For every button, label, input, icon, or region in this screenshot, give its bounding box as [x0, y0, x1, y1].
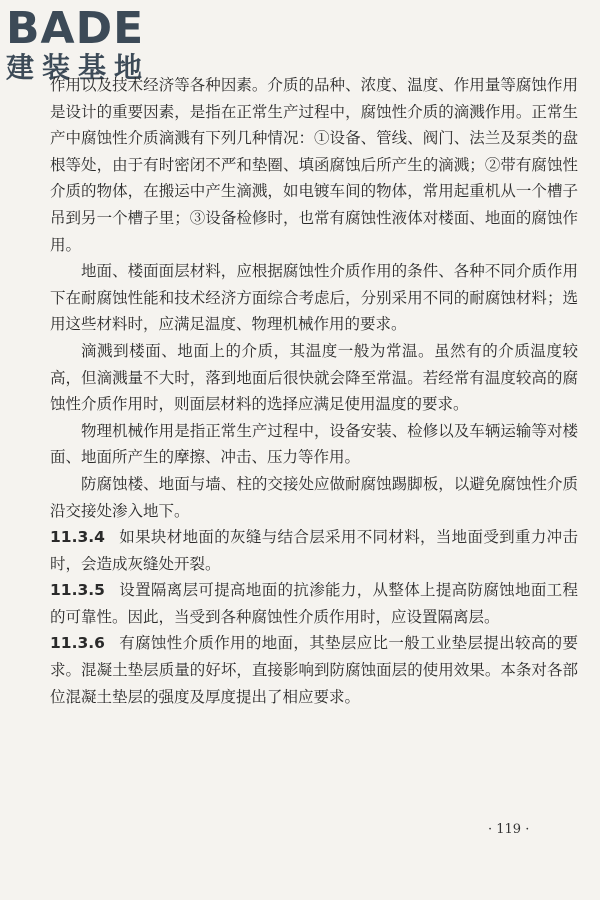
clause	[50, 630, 578, 710]
clause-number: 11.3.6	[50, 634, 105, 653]
paragraph: 地面、楼面面层材料，应根据腐蚀性介质作用的条件、各种不同介质作用下在耐腐蚀性能和技术经济方面综合考虑后，分别采用不同的耐腐蚀材料；选用这些材料时，应满足温度、物理机械作用的要求。	[50, 262, 578, 334]
clause-text: 如果块材地面的灰缝与结合层采用不同材料，当地面受到重力冲击时，会造成灰缝处开裂。	[50, 528, 578, 573]
clause	[50, 524, 578, 577]
clause	[50, 577, 578, 630]
paragraph: 滴溅到楼面、地面上的介质，其温度一般为常温。虽然有的介质温度较高，但滴溅量不大时，落到地面后很快就会降至常温。若经常有温度较高的腐蚀性介质作用时，则面层材料的选择应满足使用温度的要求。	[50, 341, 578, 414]
clause-number: 11.3.5	[50, 581, 105, 600]
logo-subtitle: 建装基地	[6, 51, 151, 84]
page-number: · 119 ·	[488, 822, 530, 837]
clause-text: 有腐蚀性介质作用的地面，其垫层应比一般工业垫层提出较高的要求。混凝土垫层质量的好坏，直接影响到防腐蚀面层的使用效果。本条对各部位混凝土垫层的强度及厚度提出了相应要求。	[50, 634, 578, 706]
paragraph: 物理机械作用是指正常生产过程中，设备安装、检修以及车辆运输等对楼面、地面所产生的摩擦、冲击、压力等作用。	[50, 421, 578, 467]
document-body	[50, 72, 578, 710]
logo-brand: BADE	[6, 3, 145, 54]
clause-text: 设置隔离层可提高地面的抗渗能力，从整体上提高防腐蚀地面工程的可靠性。因此，当受到各种腐蚀性介质作用时，应设置隔离层。	[50, 581, 578, 626]
clause-number: 11.3.4	[50, 528, 105, 547]
paragraph: 防腐蚀楼、地面与墙、柱的交接处应做耐腐蚀踢脚板，以避免腐蚀性介质沿交接处渗入地下。	[50, 474, 578, 520]
paragraph: 作用以及技术经济等各种因素。介质的品种、浓度、温度、作用量等腐蚀作用是设计的重要因素，是指在正常生产过程中，腐蚀性介质的滴溅作用。正常生产中腐蚀性介质滴溅有下列几种情况：①设备、管线、阀门、法兰及泵类的盘根等处，由于有时密闭不严和垫圈、填函腐蚀后所产生的滴溅；②带有腐蚀性介质的物体，在搬运中产生滴溅，如电镀车间的物体，常用起重机从一个槽子吊到另一个槽子里；③设备检修时，也常有腐蚀性液体对楼面、地面的腐蚀作用。	[50, 76, 578, 254]
